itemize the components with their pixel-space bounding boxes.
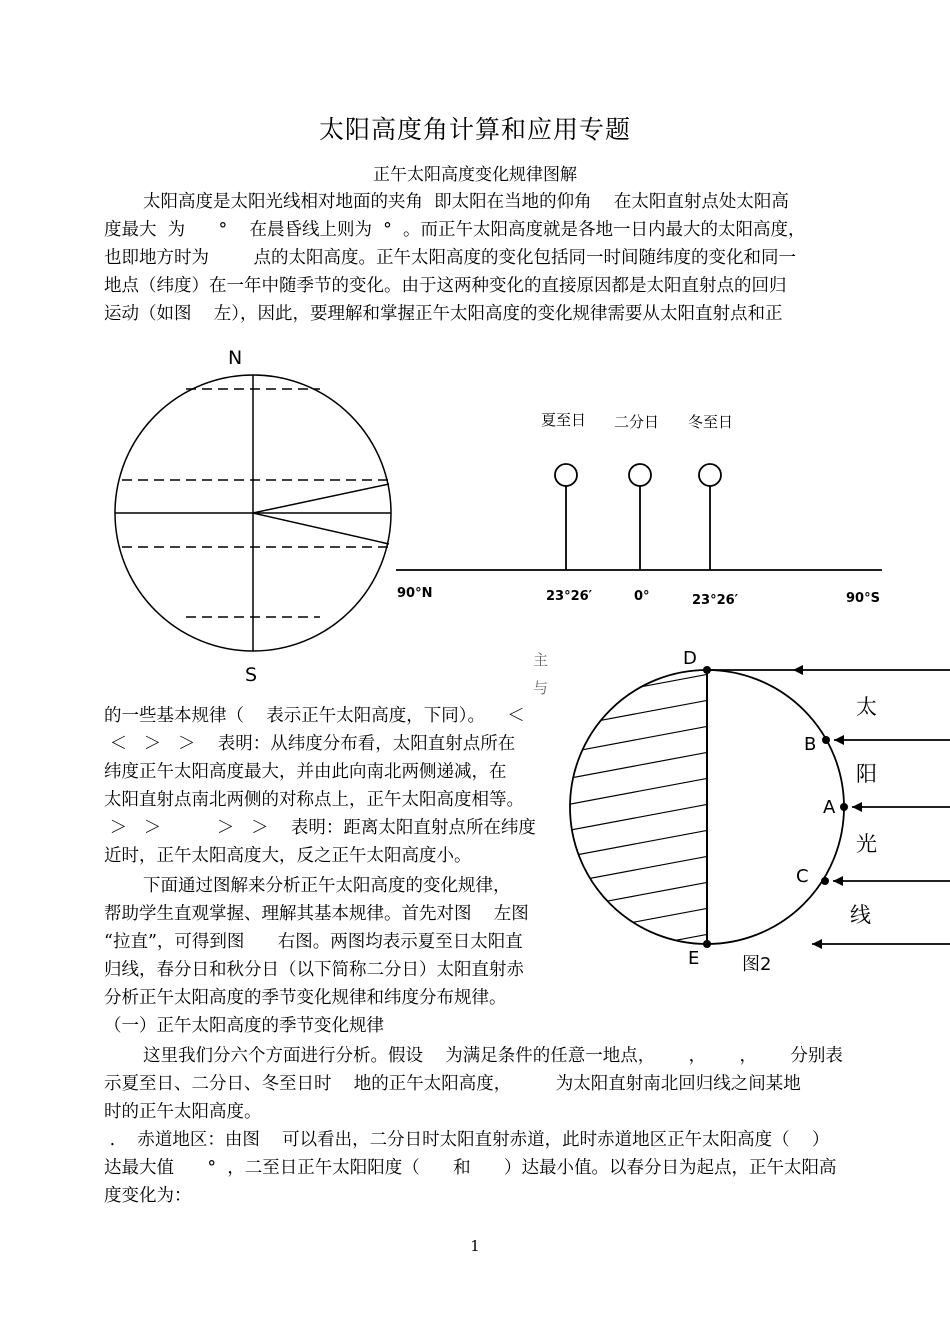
point-d-label: D bbox=[683, 648, 697, 669]
summer-sun-icon bbox=[555, 464, 577, 486]
paragraph-line: 纬度正午太阳高度最大，并由此向南北两侧递减，在 bbox=[104, 762, 507, 782]
paragraph-line: 这里我们分六个方面进行分析。假设 为满足条件的任意一地点， ， ， 分别表 bbox=[143, 1046, 843, 1066]
paragraph-line: ＞ ＞ ＞ ＞ 表明：距离太阳直射点所在纬度 bbox=[104, 818, 536, 838]
paragraph-line: 运动（如图 左），因此，要理解和掌握正午太阳高度的变化规律需要从太阳直射点和正 bbox=[104, 304, 783, 324]
globe-diagram bbox=[115, 375, 391, 651]
figure-2-diagram bbox=[560, 656, 950, 962]
paragraph-line: 度变化为： bbox=[104, 1186, 192, 1206]
sunlight-char-2: 阳 bbox=[856, 762, 877, 786]
paragraph-line: 分析正午太阳高度的季节变化规律和纬度分布规律。 bbox=[104, 988, 507, 1008]
paragraph-line: 地点（纬度）在一年中随季节的变化。由于这两种变化的直接原因都是太阳直射点的回归 bbox=[104, 276, 787, 296]
paragraph-line: 下面通过图解来分析正午太阳高度的变化规律， bbox=[143, 876, 511, 896]
latitude-axis-diagram bbox=[396, 464, 882, 570]
paragraph-line: 太阳高度是太阳光线相对地面的夹角 即太阳在当地的仰角 在太阳直射点处太阳高 bbox=[143, 192, 789, 212]
tick-23-26-north: 23°26′ bbox=[546, 589, 593, 604]
point-e-dot bbox=[703, 940, 711, 948]
document-title: 太阳高度角计算和应用专题 bbox=[318, 115, 631, 144]
ray-south bbox=[253, 513, 389, 544]
paragraph-line: 示夏至日、二分日、冬至日时 地的正午太阳高度， 为太阳直射南北回归线之间某地 bbox=[104, 1074, 801, 1094]
summer-solstice-label: 夏至日 bbox=[541, 411, 587, 429]
winter-solstice-label: 冬至日 bbox=[688, 413, 734, 431]
clipped-char: 主 bbox=[533, 651, 549, 669]
point-c-label: C bbox=[796, 866, 809, 887]
paragraph-line: 的一些基本规律（ 表示正午太阳高度，下同）。 ＜ bbox=[104, 706, 525, 726]
paragraph-line: 达最大值 ° ，二至日正午太阳阳度（ 和 ）达最小值。以春分日为起点，正午太阳高 bbox=[104, 1158, 837, 1178]
tick-0: 0° bbox=[634, 589, 650, 604]
north-label: N bbox=[228, 347, 243, 369]
tick-90n: 90°N bbox=[397, 586, 433, 601]
paragraph-line: 度最大 为 ° 在晨昏线上则为 ° 。而正午太阳高度就是各地一日内最大的太阳高度， bbox=[104, 220, 806, 240]
paragraph-line: 时的正午太阳高度。 bbox=[104, 1102, 262, 1122]
section-heading: （一）正午太阳高度的季节变化规律 bbox=[104, 1016, 384, 1036]
ray-north bbox=[253, 484, 389, 513]
point-a-label: A bbox=[823, 797, 836, 818]
paragraph-line: 也即地方时为 点的太阳高度。正午太阳高度的变化包括同一时间随纬度的变化和同一 bbox=[104, 248, 796, 268]
tick-90s: 90°S bbox=[846, 591, 880, 606]
paragraph-line: ＜ ＞ ＞ 表明：从纬度分布看，太阳直射点所在 bbox=[104, 734, 516, 754]
point-b-dot bbox=[822, 736, 830, 744]
equinox-label: 二分日 bbox=[614, 413, 660, 431]
paragraph-line: 帮助学生直观掌握、理解其基本规律。首先对图 左图 bbox=[104, 904, 529, 924]
equinox-sun-icon bbox=[629, 464, 651, 486]
paragraph-line: 太阳直射点南北两侧的对称点上，正午太阳高度相等。 bbox=[104, 790, 524, 810]
winter-sun-icon bbox=[699, 464, 721, 486]
section-subtitle: 正午太阳高度变化规律图解 bbox=[373, 165, 577, 185]
paragraph-line: 归线，春分日和秋分日（以下简称二分日）太阳直射赤 bbox=[104, 960, 524, 980]
page-number: 1 bbox=[470, 1237, 480, 1255]
paragraph-line: . 赤道地区：由图 可以看出，二分日时太阳直射赤道，此时赤道地区正午太阳高度（ ） bbox=[104, 1130, 830, 1150]
point-e-label: E bbox=[688, 948, 700, 969]
clipped-char: 与 bbox=[533, 679, 549, 697]
point-c-dot bbox=[821, 877, 829, 885]
paragraph-line: “拉直”，可得到图 右图。两图均表示夏至日太阳直 bbox=[104, 932, 523, 952]
south-label: S bbox=[245, 664, 258, 686]
tick-23-26-south: 23°26′ bbox=[692, 593, 739, 608]
paragraph-line: 近时，正午太阳高度大，反之正午太阳高度小。 bbox=[104, 846, 472, 866]
sunlight-char-1: 太 bbox=[856, 695, 877, 719]
figure-2-caption: 图2 bbox=[742, 954, 772, 975]
sunlight-char-3: 光 bbox=[856, 832, 877, 856]
sunlight-char-4: 线 bbox=[850, 903, 871, 927]
point-b-label: B bbox=[804, 734, 817, 755]
point-a-dot bbox=[840, 803, 848, 811]
